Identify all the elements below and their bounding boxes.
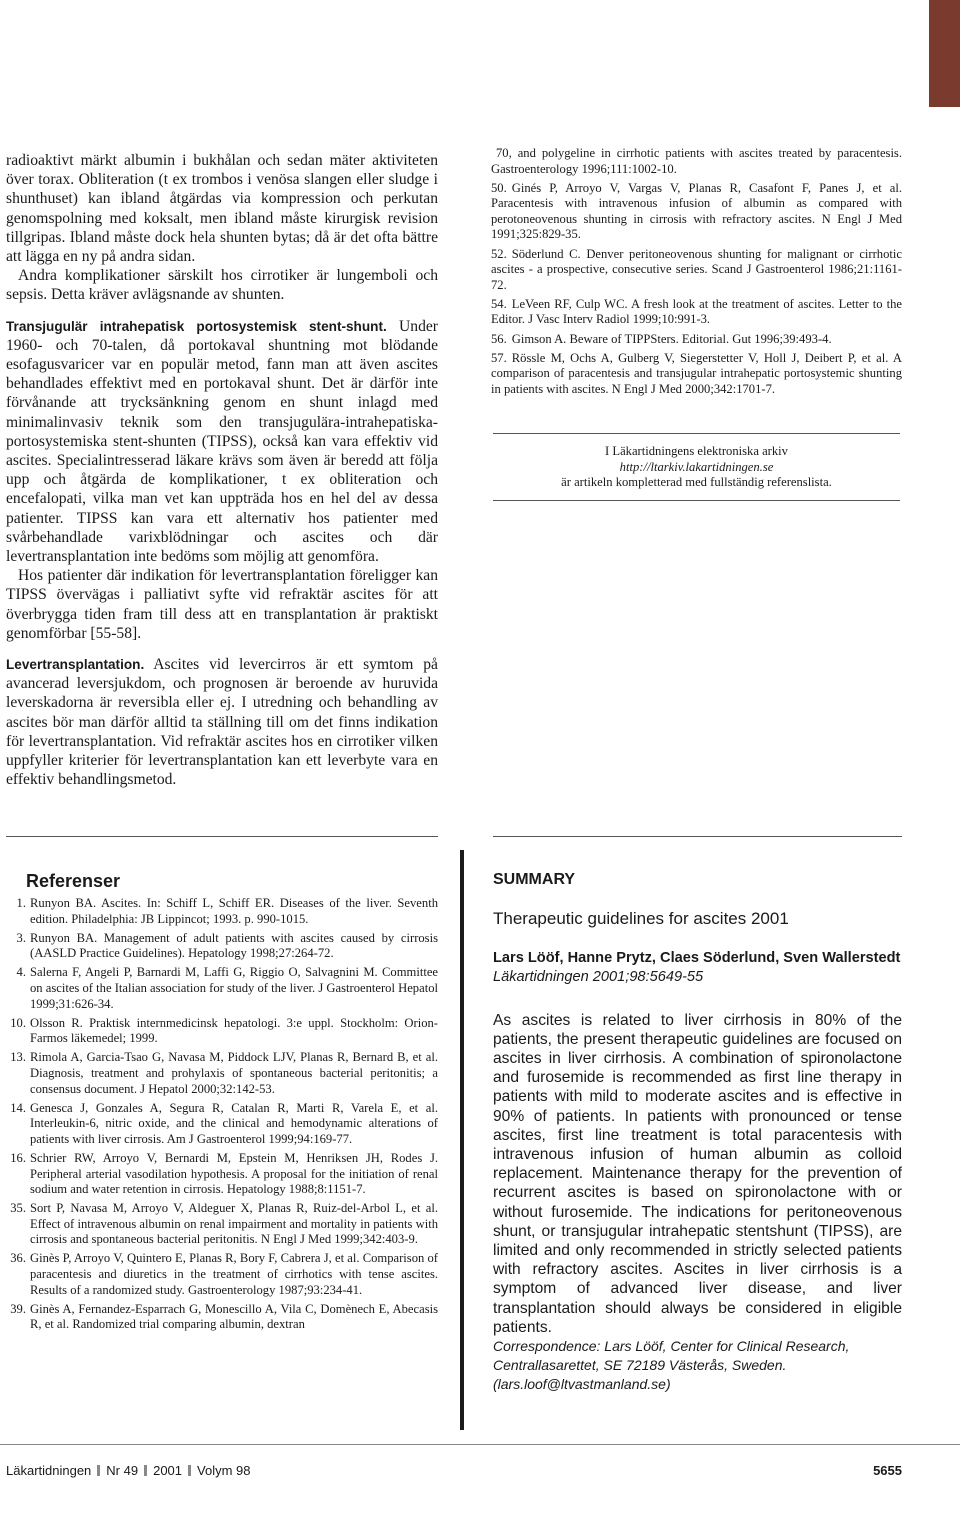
reference-item xyxy=(6,1101,438,1148)
footer-separator xyxy=(97,1465,100,1476)
section-divider xyxy=(493,836,902,837)
reference-number: 13. xyxy=(10,1050,26,1065)
summary-heading: SUMMARY xyxy=(493,871,576,888)
reference-text: Rössle M, Ochs A, Gulberg V, Siegerstetter V, Holl J, Deibert P, et al. A comparison of paracentesis and transjugular intrahepatic portosystemic shunting in patients with ascites. N Engl J Med 2000;342:1701-7. xyxy=(491,350,902,396)
archive-notice xyxy=(493,433,900,501)
reference-text: Sort P, Navasa M, Arroyo V, Aldeguer X, Planas R, Ruiz-del-Arbol L, et al. Effect of intravenous albumin on renal impairment and mortality in patients with cirrosis and spontaneous bacterial peritonitis. N Engl J Med 1999;342:403-9. xyxy=(30,1201,438,1247)
footer-year: 2001 xyxy=(153,1463,183,1478)
reference-number: 39. xyxy=(10,1301,26,1316)
reference-number: 52. xyxy=(491,246,507,261)
tips-body: Under 1960- och 70-talen, då portokaval shuntning mot blödande esofagusvaricer var en populär metod, fann man att även ascites behandlades effektivt med en portokaval shunt. Det är därför inte förvånande att trycksänkning genom en shunt inlagd med minimalinvasiv teknik som den transjugulära-intrahepatiska-portosystemiska stent-shunten (TIPSS), också kan vara effektiv vid ascites. Specialintresserad läkare krävs som även är beredd att följa upp och åtgärda de komplikationer, t ex obliteration och encefalopati, vilka man vet kan uppträda hos en hel del av dessa patienter. TIPSS kan vara ett alternativ hos patienter med svårbehandlade varixblödningar och ascites och där levertransplantation inte bedöms som möjlig att genomföra. xyxy=(6,317,438,566)
reference-text: Schrier RW, Arroyo V, Bernardi M, Epstein M, Henriksen JH, Rodes J. Peripheral arterial vasodilation hypothesis. A proposal for the initiation of renal sodium and water retention in cirrosis. Hepatology 1988;8:1151-7. xyxy=(30,1150,438,1197)
reference-number: 35. xyxy=(10,1201,26,1216)
body-paragraph: Andra komplikationer särskilt hos cirrotiker är lungemboli och sepsis. Detta kräver avlägsnande av shunten. xyxy=(6,267,438,304)
reference-number: 1. xyxy=(16,896,26,910)
transplant-body: Ascites vid levercirros är ett symtom på avancerad leversjukdom, och prognosen är beroende av huruvida leverskadorna är reversibla eller ej. I utredning och behandling av ascites bör man därför alltid ta ställning till om det finns indikation för levertransplantation. Vid refraktär ascites hos en cirrotiker vilken uppfyller kriterier för levertransplantation kan ett leverbyte vara en effektiv behandlingsmetod. xyxy=(6,656,438,789)
page-number: 5655 xyxy=(873,1463,902,1478)
footer-separator xyxy=(144,1465,147,1476)
summary-authors: Lars Lööf, Hanne Prytz, Claes Söderlund, Sven Wallerstedt xyxy=(493,950,901,966)
reference-text: Salerna F, Angeli P, Barnardi M, Laffi G, Riggio O, Salvagnini M. Committee on ascites of the Italian association for study of the liver. J Gastroenterol Hepatol 1999;31:626-34. xyxy=(30,965,438,1011)
reference-item xyxy=(491,181,902,243)
archive-url-link[interactable]: http://ltarkiv.lakartidningen.se xyxy=(619,459,774,474)
references-heading: Referenser xyxy=(26,871,121,891)
left-body-column xyxy=(6,151,438,790)
reference-number: 36. xyxy=(10,1251,26,1266)
reference-text: Rimola A, Garcia-Tsao G, Navasa M, Piddock LJV, Planas R, Bernard B, et al. Diagnosis, treatment and prohylaxis of spontaneous bacterial peritonitis; a consensus document. J Hepatol 2000;32:142-53. xyxy=(30,1050,438,1096)
transplant-heading: Levertransplantation. xyxy=(6,657,145,673)
reference-item xyxy=(6,1251,438,1298)
summary-citation: Läkartidningen 2001;98:5649-55 xyxy=(493,968,704,985)
reference-item xyxy=(491,332,902,348)
summary-section xyxy=(493,871,902,1394)
reference-item xyxy=(6,931,438,962)
reference-number: 14. xyxy=(10,1100,26,1115)
footer-volume: Volym 98 xyxy=(197,1463,251,1478)
reference-text: LeVeen RF, Culp WC. A fresh look at the treatment of ascites. Letter to the Editor. J Vasc Interv Radiol 1999;10:991-3. xyxy=(491,296,902,327)
summary-rule xyxy=(460,850,464,1430)
reference-number: 16. xyxy=(10,1150,26,1165)
reference-number: 10. xyxy=(10,1015,26,1030)
corner-color-bar xyxy=(929,0,960,107)
summary-title: Therapeutic guidelines for ascites 2001 xyxy=(493,909,789,928)
reference-item xyxy=(6,965,438,1012)
archive-line: är artikeln kompletterad med fullständig referenslista. xyxy=(561,475,832,490)
reference-item xyxy=(6,1050,438,1097)
footer-separator xyxy=(188,1465,191,1476)
body-paragraph: radioaktivt märkt albumin i bukhålan och sedan mäter aktiviteten över torax. Obliteration (t ex trombos i venösa slangen eller sludge i shunthuset) kan ibland åtgärdas via kompression och perkutan genomspolning med koksalt, men ibland måste kirurgisk revision tillgripas. Ibland måste dock hela shunten bytas; då är det ofta bättre att lägga en ny på andra sidan. xyxy=(6,152,438,266)
summary-abstract: As ascites is related to liver cirrhosis in 80% of the patients, the present therapeutic guidelines are focused on ascites in liver cirrhosis. A combination of spironolactone and furosemide is recommended as first line therapy in patients with mild to moderate ascites and is effective in 90% of patients. In patients with pronounced or tense ascites, first line treatment is total paracentesis with intravenous infusion of human albumin as colloid replacement. Maintenance therapy for the prevention of recurrent ascites is based on spironolactone with or without furosemide. The indications for peritoneovenous shunt, or transjugular intrahepatic stentshunt (TIPSS), are limited and only recommended in strictly selected patients with refractory ascites. Ascites in liver cirrhosis is a symptom of advanced liver disease, and liver transplantation should always be considered in eligible patients. xyxy=(493,1011,902,1336)
reference-item xyxy=(491,351,902,398)
reference-text: 70, and polygeline in cirrhotic patients with ascites treated by paracentesis. Gastroenterology 1996;111:1002-10. xyxy=(491,146,902,176)
reference-number: 57. xyxy=(491,350,507,365)
reference-text: Gimson A. Beware of TIPPSters. Editorial. Gut 1996;39:493-4. xyxy=(511,331,832,346)
reference-item xyxy=(6,1151,438,1198)
reference-text: Ginès A, Fernandez-Esparrach G, Monescillo A, Vila C, Domènech E, Abecasis R, et al. Randomized trial comparing albumin, dextran xyxy=(30,1301,438,1332)
reference-number: 50. xyxy=(491,180,507,195)
reference-list xyxy=(6,896,438,1333)
footer-rule xyxy=(0,1444,960,1445)
page-footer xyxy=(6,1463,251,1478)
reference-number: 3. xyxy=(16,930,26,945)
reference-number: 54. xyxy=(491,296,507,311)
summary-email-link[interactable]: (lars.loof@ltvastmanland.se) xyxy=(493,1375,671,1392)
reference-number: 56. xyxy=(491,331,507,346)
section-divider xyxy=(6,836,438,837)
reference-item xyxy=(6,1302,438,1333)
continued-references xyxy=(491,146,902,401)
continued-reference-list xyxy=(491,146,902,397)
reference-text: Olsson R. Praktisk internmedicinsk hepatologi. 3:e uppl. Stockholm: Orion-Farmos läkemedel; 1999. xyxy=(30,1015,438,1046)
body-paragraph: Hos patienter där indikation för levertransplantation föreligger kan TIPSS övervägas i palliativt syfte vid refraktär ascites för att överbrygga tiden fram till dess att en transplantation är praktiskt genomförbar [55-58]. xyxy=(6,567,438,642)
reference-item xyxy=(491,146,902,177)
summary-correspondence: Correspondence: Lars Lööf, Center for Clinical Research, Centrallasarettet, SE 72189 Västerås, Sweden. xyxy=(493,1337,850,1373)
reference-item xyxy=(6,1201,438,1248)
reference-text: Ginés P, Arroyo V, Vargas V, Planas R, Casafont F, Panes J, et al. Paracentesis with intravenous infusion of albumin as compared with perotoneovenous shunting in cirrosis with refractory ascites. N Engl J Med 1991;325:829-35. xyxy=(491,180,902,242)
tips-heading: Transjugulär intrahepatisk portosystemisk stent-shunt. xyxy=(6,318,387,334)
reference-text: Genesca J, Gonzales A, Segura R, Catalan R, Marti R, Varela E, et al. Interleukin-6, nitric oxide, and the clinical and hemodynamic alterations of patients with liver cirrosis. Am J Gastroenterol 1999;94:169-77. xyxy=(30,1100,438,1146)
reference-text: Runyon BA. Ascites. In: Schiff L, Schiff ER. Diseases of the liver. Seventh edition. Philadelphia: JB Lippincot; 1993. p. 990-1015. xyxy=(30,896,438,926)
tips-section xyxy=(6,317,438,567)
reference-item xyxy=(6,1016,438,1047)
transplant-section xyxy=(6,655,438,789)
reference-text: Söderlund C. Denver peritoneovenous shunting for malignant or cirrhotic ascites - a prospective, consecutive series. Scand J Gastroenterol 1986;21:1161-72. xyxy=(491,246,902,292)
reference-item xyxy=(491,297,902,328)
reference-number: 4. xyxy=(16,965,26,980)
reference-item xyxy=(491,247,902,294)
reference-text: Runyon BA. Management of adult patients with ascites caused by cirrosis (AASLD Practice Guidelines). Hepatology 1998;27:264-72. xyxy=(30,930,438,961)
reference-text: Ginès P, Arroyo V, Quintero E, Planas R, Bory F, Cabrera J, et al. Comparison of paracentesis and diuretics in the treatment of cirrhotics with tense ascites. Results of a randomized study. Gastroenterology 1987;93:234-41. xyxy=(30,1251,438,1297)
footer-issue: Nr 49 xyxy=(106,1463,139,1478)
reference-item xyxy=(6,896,438,927)
archive-line: I Läkartidningens elektroniska arkiv xyxy=(605,444,788,458)
references-section xyxy=(6,871,438,1336)
footer-journal: Läkartidningen xyxy=(6,1463,92,1478)
